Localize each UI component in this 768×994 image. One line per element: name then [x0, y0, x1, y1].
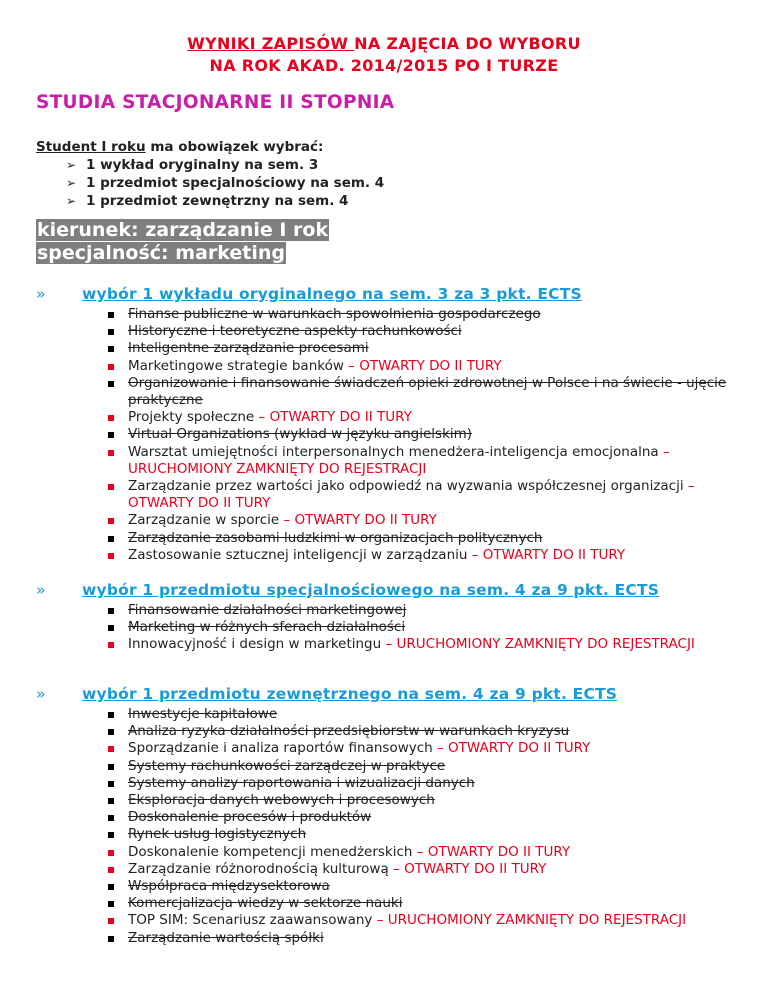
arrow-bullet-icon: ➢ — [66, 194, 77, 208]
square-bullet-icon — [108, 364, 114, 370]
course-name: Virtual Organizations (wykład w języku angielskim) — [128, 426, 473, 443]
course-name: Zarządzanie w sporcie — [128, 512, 280, 529]
studia-heading: STUDIA STACJONARNE II STOPNIA — [36, 92, 395, 113]
course-item — [36, 478, 728, 512]
course-name: Analiza ryzyka działalności przedsiębiorstw w warunkach kryzysu — [128, 723, 570, 740]
intro-rest: ma obowiązek wybrać: — [145, 139, 324, 155]
course-name: Sporządzanie i analiza raportów finansowych — [128, 740, 433, 757]
course-name: Warsztat umiejętności interpersonalnych menedżera-inteligencja emocjonalna — [128, 443, 663, 460]
course-item — [36, 602, 728, 619]
course-name: Organizowanie i finansowanie świadczeń opieki zdrowotnej w Polsce i na świecie - ujęcie praktyczne — [128, 374, 727, 409]
section-przedmiot-zewnetrzny — [36, 684, 728, 947]
double-chevron-icon: » — [36, 285, 46, 303]
course-status: – OTWARTY DO II TURY — [279, 512, 437, 529]
course-list — [36, 306, 728, 564]
title-line-1 — [0, 34, 768, 53]
course-item — [36, 444, 728, 478]
course-status: – OTWARTY DO II TURY — [343, 357, 502, 374]
course-name: Inwestycje kapitałowe — [128, 706, 278, 722]
course-item — [36, 340, 728, 357]
square-bullet-icon — [108, 729, 114, 735]
course-name: Zastosowanie sztucznej inteligencji w zarządzaniu — [128, 546, 468, 563]
course-status: – OTWARTY DO II TURY — [254, 409, 412, 426]
square-bullet-icon — [108, 936, 114, 942]
course-name: Współpraca międzysektorowa — [128, 878, 330, 895]
course-item — [36, 895, 728, 912]
course-item — [36, 323, 728, 340]
course-item — [36, 306, 728, 323]
square-bullet-icon — [108, 867, 114, 873]
arrow-bullet-icon: ➢ — [66, 158, 77, 172]
section-wyklad-oryginalny — [36, 284, 728, 564]
course-name: Finansowanie działalności marketingowej — [128, 602, 407, 618]
course-status: – OTWARTY DO II TURY — [432, 740, 591, 757]
square-bullet-icon — [108, 381, 114, 387]
course-name: Rynek usług logistycznych — [128, 826, 307, 843]
course-item — [36, 723, 728, 740]
square-bullet-icon — [108, 312, 114, 318]
course-item — [36, 809, 728, 826]
course-item — [36, 826, 728, 843]
section-heading[interactable]: » wybór 1 przedmiotu specjalnościowego na sem. 4 za 9 pkt. ECTS — [36, 581, 660, 599]
square-bullet-icon — [108, 346, 114, 352]
double-chevron-icon: » — [36, 685, 46, 703]
square-bullet-icon — [108, 815, 114, 821]
square-bullet-icon — [108, 329, 114, 335]
square-bullet-icon — [108, 764, 114, 770]
course-name: Innowacyjność i design w marketingu — [128, 636, 382, 653]
square-bullet-icon — [108, 798, 114, 804]
kierunek-block — [36, 219, 329, 265]
course-status: – URUCHOMIONY ZAMKNIĘTY DO REJESTRACJI — [381, 636, 695, 653]
course-name: Marketingowe strategie banków — [128, 357, 344, 374]
square-bullet-icon — [108, 518, 114, 524]
requirements — [36, 138, 384, 210]
section-heading[interactable]: » wybór 1 wykładu oryginalnego na sem. 3 za 3 pkt. ECTS — [36, 285, 582, 303]
title-line-2: NA ROK AKAD. 2014/2015 PO I TURZE — [209, 56, 559, 75]
square-bullet-icon — [108, 450, 114, 456]
student-label: Student I roku — [36, 139, 146, 155]
course-status: – OTWARTY DO II TURY — [388, 860, 547, 877]
square-bullet-icon — [108, 781, 114, 787]
square-bullet-icon — [108, 746, 114, 752]
course-item — [36, 930, 728, 947]
course-item — [36, 547, 728, 564]
course-name: Projekty społeczne — [128, 409, 255, 426]
square-bullet-icon — [108, 536, 114, 542]
course-list — [36, 602, 728, 654]
square-bullet-icon — [108, 415, 114, 421]
course-status: – OTWARTY DO II TURY — [412, 843, 571, 860]
course-item — [36, 740, 728, 757]
double-chevron-icon: » — [36, 581, 46, 599]
course-item — [36, 912, 728, 929]
square-bullet-icon — [108, 901, 114, 907]
course-item — [36, 426, 728, 443]
course-item — [36, 619, 728, 636]
course-name: Zarządzanie wartością spółki — [128, 929, 324, 946]
square-bullet-icon — [108, 884, 114, 890]
course-name: Historyczne i teoretyczne aspekty rachunkowości — [128, 323, 462, 340]
section-przedmiot-specjalnosciowy — [36, 580, 728, 654]
course-name: Doskonalenie procesów i produktów — [128, 809, 372, 826]
course-status: – OTWARTY DO II TURY — [467, 546, 626, 563]
course-list — [36, 706, 728, 947]
course-name: Zarządzanie różnorodnością kulturową — [128, 860, 389, 877]
course-item — [36, 409, 728, 426]
course-item — [36, 792, 728, 809]
course-item — [36, 636, 728, 653]
requirement-item: ➢ 1 przedmiot specjalnościowy na sem. 4 — [66, 175, 385, 191]
course-name: TOP SIM: Scenariusz zaawansowany — [128, 912, 373, 929]
course-name: Doskonalenie kompetencji menedżerskich — [128, 843, 413, 860]
requirements-intro — [36, 138, 384, 156]
course-name: Komercjalizacja wiedzy w sektorze nauki — [128, 895, 403, 912]
kierunek-line: kierunek: zarządzanie I rok — [37, 219, 329, 241]
square-bullet-icon — [108, 850, 114, 856]
course-name: Zarządzanie zasobami ludzkimi w organizacjach politycznych — [128, 529, 543, 546]
section-heading[interactable]: » wybór 1 przedmiotu zewnętrznego na sem. 4 za 9 pkt. ECTS — [36, 685, 618, 703]
course-item — [36, 512, 728, 529]
course-status: – URUCHOMIONY ZAMKNIĘTY DO REJESTRACJI — [128, 443, 670, 477]
course-item — [36, 530, 728, 547]
title-rest: NA ZAJĘCIA DO WYBORU — [354, 34, 581, 53]
title-underlined: WYNIKI ZAPISÓW — [187, 34, 355, 53]
square-bullet-icon — [108, 484, 114, 490]
course-item — [36, 375, 728, 409]
course-status: – OTWARTY DO II TURY — [128, 478, 695, 512]
square-bullet-icon — [108, 918, 114, 924]
course-name: Inteligentne zarządzanie procesami — [128, 340, 369, 357]
course-name: Zarządzanie przez wartości jako odpowiedź na wyzwania współczesnej organizacji — [128, 478, 684, 495]
course-status: – URUCHOMIONY ZAMKNIĘTY DO REJESTRACJI — [372, 912, 687, 929]
course-item — [36, 706, 728, 723]
square-bullet-icon — [108, 625, 114, 631]
course-item — [36, 878, 728, 895]
course-item — [36, 358, 728, 375]
course-item — [36, 844, 728, 861]
square-bullet-icon — [108, 642, 114, 648]
course-name: Systemy rachunkowości zarządczej w praktyce — [128, 757, 446, 774]
square-bullet-icon — [108, 608, 114, 614]
square-bullet-icon — [108, 553, 114, 559]
square-bullet-icon — [108, 832, 114, 838]
specjalnosc-line: specjalność: marketing — [37, 242, 285, 264]
course-name: Marketing w różnych sferach działalności — [128, 619, 406, 636]
square-bullet-icon — [108, 712, 114, 718]
course-item — [36, 758, 728, 775]
course-item — [36, 861, 728, 878]
course-name: Eksploracja danych webowych i procesowych — [128, 792, 435, 809]
requirement-item: ➢ 1 przedmiot zewnętrzny na sem. 4 — [66, 193, 349, 209]
arrow-bullet-icon: ➢ — [66, 176, 77, 190]
course-name: Finanse publiczne w warunkach spowolnienia gospodarczego — [128, 306, 541, 322]
course-name: Systemy analizy raportowania i wizualizacji danych — [128, 774, 475, 791]
requirements-list — [36, 156, 384, 210]
square-bullet-icon — [108, 432, 114, 438]
requirement-item: ➢ 1 wykład oryginalny na sem. 3 — [66, 157, 319, 173]
course-item — [36, 775, 728, 792]
